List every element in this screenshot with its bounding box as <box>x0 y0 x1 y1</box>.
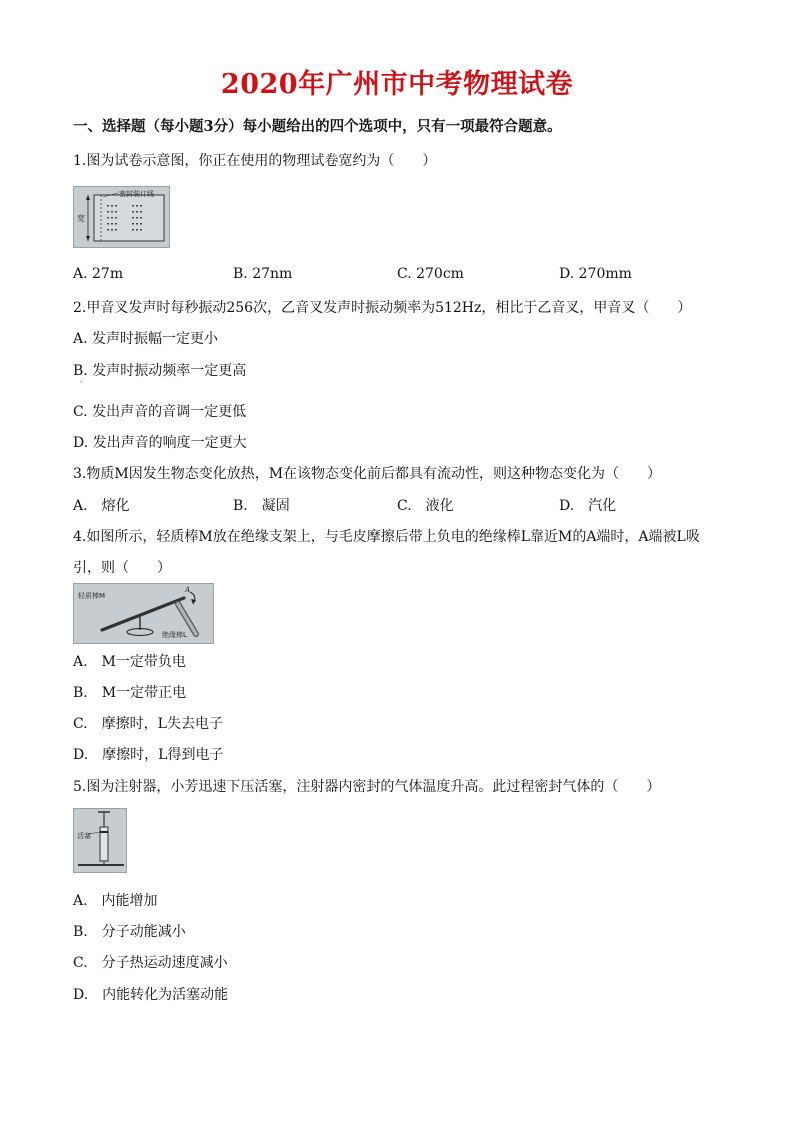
q2-option-c: C. 发出声音的音调一定更低 <box>73 404 247 420</box>
q1-option-b: B. 27nm <box>233 266 293 282</box>
charged-rods-figure <box>73 583 214 644</box>
end-a-label: A <box>185 586 191 594</box>
question-3-stem: 3.物质M因发生物态变化放热，M在该物态变化前后都具有流动性，则这种物态变化为（ ） <box>73 466 662 482</box>
q5-option-c: C. 分子热运动速度减小 <box>73 955 228 971</box>
q5-option-d: D. 内能转化为活塞动能 <box>73 987 229 1003</box>
q1-option-c: C. 270cm <box>397 266 464 282</box>
syringe-illustration <box>74 809 126 872</box>
q1-option-d: D. 270mm <box>559 266 632 282</box>
q4-option-c: C. 摩擦时，L失去电子 <box>73 716 223 732</box>
width-label: 宽 <box>77 214 85 223</box>
stray-mark: · <box>80 378 83 387</box>
q1-option-a: A. 27m <box>73 266 124 282</box>
rod-l-label: 绝缘棒L <box>162 631 187 639</box>
exam-paper-illustration <box>74 187 169 247</box>
q4-option-a: A. M一定带负电 <box>73 654 186 670</box>
exam-paper-figure <box>73 186 170 248</box>
q5-option-b: B. 分子动能减小 <box>73 924 186 940</box>
question-4-stem-line-1: 4.如图所示，轻质棒M放在绝缘支架上，与毛皮摩擦后带上负电的绝缘棒L靠近M的A端时，A端被L吸 <box>73 529 700 545</box>
q4-option-b: B. M一定带正电 <box>73 685 187 701</box>
question-4-stem-line-2: 引，则（ ） <box>73 560 171 576</box>
q3-option-c: C. 液化 <box>397 498 454 514</box>
q3-option-d: D. 汽化 <box>559 498 617 514</box>
seal-line-label: 密封装订线 <box>119 190 154 198</box>
syringe-figure <box>73 808 127 873</box>
q3-option-b: B. 凝固 <box>233 498 290 514</box>
question-1-stem: 1.图为试卷示意图，你正在使用的物理试卷宽约为（ ） <box>73 153 437 169</box>
q2-option-d: D. 发出声音的响度一定更大 <box>73 435 247 451</box>
rod-m-label: 轻质棒M <box>78 592 106 600</box>
q2-option-a: A. 发声时振幅一定更小 <box>73 331 219 347</box>
exam-title: 2020年广州市中考物理试卷 <box>220 69 574 100</box>
question-2-stem: 2.甲音叉发声时每秒振动256次，乙音叉发声时振动频率为512Hz，相比于乙音叉，甲音叉（ ） <box>73 300 692 316</box>
question-5-stem: 5.图为注射器，小芳迅速下压活塞，注射器内密封的气体温度升高。此过程密封气体的（ ） <box>73 779 661 795</box>
q2-option-b: B. 发声时振动频率一定更高 <box>73 363 247 379</box>
charged-rods-illustration <box>74 584 213 643</box>
section-heading: 一、选择题（每小题3分）每小题给出的四个选项中，只有一项最符合题意。 <box>73 118 562 135</box>
piston-label: 活塞 <box>77 832 91 840</box>
q3-option-a: A. 熔化 <box>73 498 130 514</box>
q4-option-d: D. 摩擦时，L得到电子 <box>73 747 224 763</box>
q5-option-a: A. 内能增加 <box>73 893 158 909</box>
